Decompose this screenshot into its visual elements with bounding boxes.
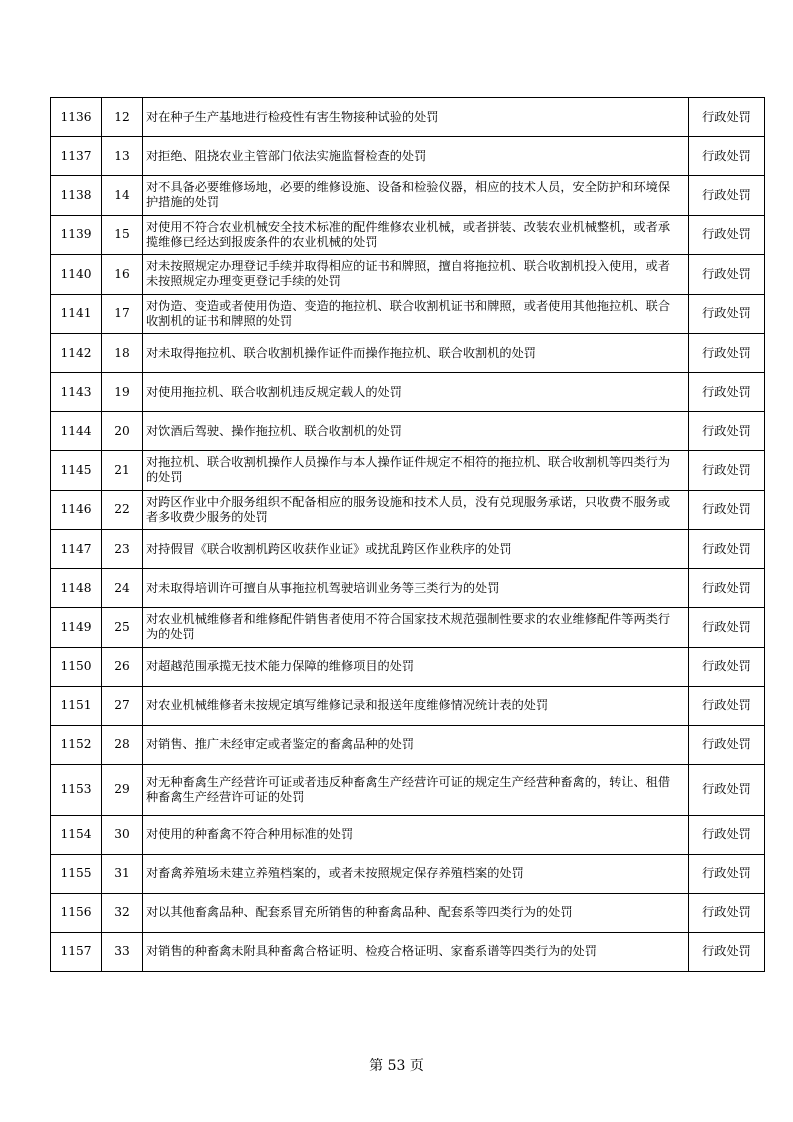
- item-description-cell: 对销售的种畜禽未附具种畜禽合格证明、检疫合格证明、家畜系谱等四类行为的处罚: [143, 932, 689, 971]
- item-seq-cell: 29: [102, 764, 143, 815]
- table-row: [51, 764, 765, 815]
- item-type-cell: 行政处罚: [689, 451, 765, 491]
- table-row: [51, 294, 765, 334]
- item-seq-cell: 30: [102, 815, 143, 854]
- item-seq-cell: 14: [102, 176, 143, 216]
- table-row: [51, 686, 765, 725]
- item-type-cell: 行政处罚: [689, 98, 765, 137]
- item-description-cell: 对使用拖拉机、联合收割机违反规定载人的处罚: [143, 373, 689, 412]
- table-row: [51, 373, 765, 412]
- table-row: [51, 647, 765, 686]
- item-seq-cell: 17: [102, 294, 143, 334]
- item-type-cell: 行政处罚: [689, 725, 765, 764]
- item-id-cell: 1156: [51, 893, 102, 932]
- item-id-cell: 1153: [51, 764, 102, 815]
- item-seq-cell: 23: [102, 530, 143, 569]
- item-description-cell: 对未取得拖拉机、联合收割机操作证件而操作拖拉机、联合收割机的处罚: [143, 334, 689, 373]
- item-description-cell: 对畜禽养殖场未建立养殖档案的，或者未按照规定保存养殖档案的处罚: [143, 854, 689, 893]
- item-type-cell: 行政处罚: [689, 854, 765, 893]
- item-description-cell: 对不具备必要维修场地，必要的维修设施、设备和检验仪器，相应的技术人员，安全防护和环境保护措施的处罚: [143, 176, 689, 216]
- item-description-cell: 对以其他畜禽品种、配套系冒充所销售的种畜禽品种、配套系等四类行为的处罚: [143, 893, 689, 932]
- item-id-cell: 1148: [51, 569, 102, 608]
- table-row: [51, 176, 765, 216]
- item-description-cell: 对拖拉机、联合收割机操作人员操作与本人操作证件规定不相符的拖拉机、联合收割机等四类行为的处罚: [143, 451, 689, 491]
- item-seq-cell: 21: [102, 451, 143, 491]
- table-row: [51, 893, 765, 932]
- item-id-cell: 1155: [51, 854, 102, 893]
- item-type-cell: 行政处罚: [689, 255, 765, 295]
- table-row: [51, 608, 765, 648]
- table-row: [51, 451, 765, 491]
- item-id-cell: 1145: [51, 451, 102, 491]
- page-number: 第 53 页: [369, 1058, 424, 1074]
- item-id-cell: 1154: [51, 815, 102, 854]
- item-description-cell: 对超越范围承揽无技术能力保障的维修项目的处罚: [143, 647, 689, 686]
- item-type-cell: 行政处罚: [689, 686, 765, 725]
- item-type-cell: 行政处罚: [689, 334, 765, 373]
- item-id-cell: 1138: [51, 176, 102, 216]
- item-type-cell: 行政处罚: [689, 215, 765, 255]
- item-description-cell: 对农业机械维修者和维修配件销售者使用不符合国家技术规范强制性要求的农业维修配件等两类行为的处罚: [143, 608, 689, 648]
- table-row: [51, 215, 765, 255]
- item-type-cell: 行政处罚: [689, 608, 765, 648]
- item-seq-cell: 26: [102, 647, 143, 686]
- item-type-cell: 行政处罚: [689, 412, 765, 451]
- items-table: [50, 97, 765, 972]
- table-row: [51, 334, 765, 373]
- item-type-cell: 行政处罚: [689, 294, 765, 334]
- table-row: [51, 530, 765, 569]
- item-seq-cell: 28: [102, 725, 143, 764]
- item-seq-cell: 16: [102, 255, 143, 295]
- item-type-cell: 行政处罚: [689, 647, 765, 686]
- table-row: [51, 490, 765, 530]
- table-row: [51, 932, 765, 971]
- item-type-cell: 行政处罚: [689, 569, 765, 608]
- item-type-cell: 行政处罚: [689, 176, 765, 216]
- table-row: [51, 569, 765, 608]
- item-seq-cell: 32: [102, 893, 143, 932]
- item-seq-cell: 20: [102, 412, 143, 451]
- item-description-cell: 对使用不符合农业机械安全技术标准的配件维修农业机械，或者拼装、改装农业机械整机，或者承揽维修已经达到报废条件的农业机械的处罚: [143, 215, 689, 255]
- item-id-cell: 1141: [51, 294, 102, 334]
- item-seq-cell: 13: [102, 137, 143, 176]
- item-type-cell: 行政处罚: [689, 137, 765, 176]
- item-type-cell: 行政处罚: [689, 764, 765, 815]
- items-table-body: [51, 98, 765, 972]
- item-id-cell: 1151: [51, 686, 102, 725]
- item-seq-cell: 31: [102, 854, 143, 893]
- item-description-cell: 对使用的种畜禽不符合种用标准的处罚: [143, 815, 689, 854]
- item-type-cell: 行政处罚: [689, 815, 765, 854]
- table-row: [51, 255, 765, 295]
- item-description-cell: 对无种畜禽生产经营许可证或者违反种畜禽生产经营许可证的规定生产经营种畜禽的，转让、租借种畜禽生产经营许可证的处罚: [143, 764, 689, 815]
- item-id-cell: 1139: [51, 215, 102, 255]
- item-description-cell: 对拒绝、阻挠农业主管部门依法实施监督检查的处罚: [143, 137, 689, 176]
- item-id-cell: 1149: [51, 608, 102, 648]
- item-type-cell: 行政处罚: [689, 932, 765, 971]
- item-seq-cell: 33: [102, 932, 143, 971]
- item-id-cell: 1142: [51, 334, 102, 373]
- item-id-cell: 1157: [51, 932, 102, 971]
- item-type-cell: 行政处罚: [689, 893, 765, 932]
- item-type-cell: 行政处罚: [689, 530, 765, 569]
- item-description-cell: 对跨区作业中介服务组织不配备相应的服务设施和技术人员，没有兑现服务承诺，只收费不服务或者多收费少服务的处罚: [143, 490, 689, 530]
- item-id-cell: 1146: [51, 490, 102, 530]
- item-id-cell: 1150: [51, 647, 102, 686]
- table-row: [51, 725, 765, 764]
- item-id-cell: 1152: [51, 725, 102, 764]
- item-seq-cell: 19: [102, 373, 143, 412]
- item-description-cell: 对未取得培训许可擅自从事拖拉机驾驶培训业务等三类行为的处罚: [143, 569, 689, 608]
- item-id-cell: 1144: [51, 412, 102, 451]
- item-id-cell: 1140: [51, 255, 102, 295]
- item-description-cell: 对伪造、变造或者使用伪造、变造的拖拉机、联合收割机证书和牌照，或者使用其他拖拉机、联合收割机的证书和牌照的处罚: [143, 294, 689, 334]
- item-seq-cell: 25: [102, 608, 143, 648]
- table-row: [51, 98, 765, 137]
- item-description-cell: 对未按照规定办理登记手续并取得相应的证书和牌照，擅自将拖拉机、联合收割机投入使用，或者未按照规定办理变更登记手续的处罚: [143, 255, 689, 295]
- table-row: [51, 815, 765, 854]
- table-row: [51, 137, 765, 176]
- item-description-cell: 对销售、推广未经审定或者鉴定的畜禽品种的处罚: [143, 725, 689, 764]
- item-seq-cell: 22: [102, 490, 143, 530]
- item-description-cell: 对持假冒《联合收割机跨区收获作业证》或扰乱跨区作业秩序的处罚: [143, 530, 689, 569]
- item-description-cell: 对在种子生产基地进行检疫性有害生物接种试验的处罚: [143, 98, 689, 137]
- item-id-cell: 1143: [51, 373, 102, 412]
- item-seq-cell: 12: [102, 98, 143, 137]
- item-description-cell: 对饮酒后驾驶、操作拖拉机、联合收割机的处罚: [143, 412, 689, 451]
- item-id-cell: 1137: [51, 137, 102, 176]
- item-seq-cell: 15: [102, 215, 143, 255]
- item-type-cell: 行政处罚: [689, 373, 765, 412]
- item-seq-cell: 24: [102, 569, 143, 608]
- item-description-cell: 对农业机械维修者未按规定填写维修记录和报送年度维修情况统计表的处罚: [143, 686, 689, 725]
- table-row: [51, 854, 765, 893]
- item-seq-cell: 27: [102, 686, 143, 725]
- item-type-cell: 行政处罚: [689, 490, 765, 530]
- item-id-cell: 1136: [51, 98, 102, 137]
- item-seq-cell: 18: [102, 334, 143, 373]
- table-row: [51, 412, 765, 451]
- item-id-cell: 1147: [51, 530, 102, 569]
